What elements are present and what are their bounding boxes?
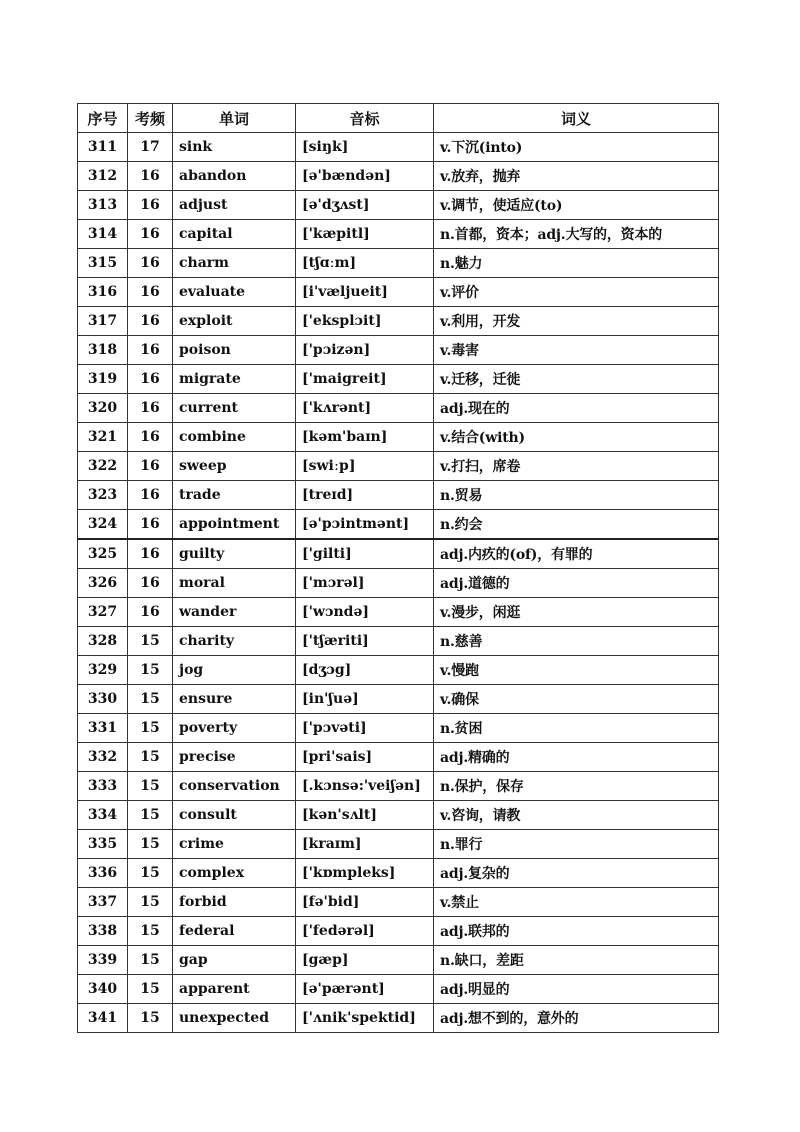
row-frequency: 16 — [128, 191, 173, 220]
row-word: trade — [173, 481, 296, 510]
row-word: gap — [173, 946, 296, 975]
row-definition: v.慢跑 — [434, 656, 719, 685]
row-phonetic: [siŋk] — [296, 133, 434, 162]
row-phonetic: ['kɒmpleks] — [296, 859, 434, 888]
row-phonetic: [tʃɑːm] — [296, 249, 434, 278]
row-definition: v.放弃，抛弃 — [434, 162, 719, 191]
table-row — [78, 423, 719, 452]
row-word: combine — [173, 423, 296, 452]
row-phonetic: ['kæpitl] — [296, 220, 434, 249]
row-definition: n.慈善 — [434, 627, 719, 656]
table-row — [78, 481, 719, 510]
table-row — [78, 975, 719, 1004]
row-number: 339 — [78, 946, 128, 975]
row-frequency: 15 — [128, 656, 173, 685]
row-phonetic: ['kʌrənt] — [296, 394, 434, 423]
row-definition: adj.明显的 — [434, 975, 719, 1004]
row-number: 325 — [78, 539, 128, 569]
table-row — [78, 772, 719, 801]
table-row — [78, 801, 719, 830]
row-frequency: 16 — [128, 423, 173, 452]
row-number: 330 — [78, 685, 128, 714]
table-row — [78, 307, 719, 336]
row-number: 337 — [78, 888, 128, 917]
row-phonetic: [fə'bid] — [296, 888, 434, 917]
row-definition: v.确保 — [434, 685, 719, 714]
row-number: 328 — [78, 627, 128, 656]
row-word: conservation — [173, 772, 296, 801]
row-word: abandon — [173, 162, 296, 191]
table-row — [78, 133, 719, 162]
row-definition: adj.复杂的 — [434, 859, 719, 888]
row-definition: adj.内疚的(of)，有罪的 — [434, 539, 719, 569]
row-definition: n.保护，保存 — [434, 772, 719, 801]
row-phonetic: ['tʃæriti] — [296, 627, 434, 656]
row-phonetic: ['pɔizən] — [296, 336, 434, 365]
row-phonetic: [ə'pærənt] — [296, 975, 434, 1004]
row-number: 321 — [78, 423, 128, 452]
row-word: poison — [173, 336, 296, 365]
row-number: 331 — [78, 714, 128, 743]
table-row — [78, 191, 719, 220]
row-frequency: 16 — [128, 394, 173, 423]
row-number: 329 — [78, 656, 128, 685]
table-row — [78, 249, 719, 278]
row-definition: n.贫困 — [434, 714, 719, 743]
table-row — [78, 278, 719, 307]
row-word: exploit — [173, 307, 296, 336]
row-frequency: 15 — [128, 946, 173, 975]
row-frequency: 15 — [128, 1004, 173, 1033]
row-word: apparent — [173, 975, 296, 1004]
table-row — [78, 917, 719, 946]
row-phonetic: ['mɔrəl] — [296, 569, 434, 598]
row-word: crime — [173, 830, 296, 859]
row-number: 326 — [78, 569, 128, 598]
header-frequency: 考频 — [128, 104, 173, 133]
row-phonetic: [i'væljueit] — [296, 278, 434, 307]
row-word: sweep — [173, 452, 296, 481]
row-frequency: 16 — [128, 307, 173, 336]
row-number: 313 — [78, 191, 128, 220]
row-phonetic: [treɪd] — [296, 481, 434, 510]
row-number: 335 — [78, 830, 128, 859]
row-definition: adj.精确的 — [434, 743, 719, 772]
row-frequency: 16 — [128, 481, 173, 510]
row-number: 338 — [78, 917, 128, 946]
row-phonetic: [kəm'baɪn] — [296, 423, 434, 452]
header-definition: 词义 — [434, 104, 719, 133]
row-definition: n.缺口，差距 — [434, 946, 719, 975]
table-row — [78, 598, 719, 627]
row-definition: v.迁移，迁徙 — [434, 365, 719, 394]
row-definition: n.魅力 — [434, 249, 719, 278]
row-frequency: 15 — [128, 975, 173, 1004]
row-word: appointment — [173, 510, 296, 540]
row-frequency: 16 — [128, 452, 173, 481]
row-definition: adj.道德的 — [434, 569, 719, 598]
row-word: unexpected — [173, 1004, 296, 1033]
table-header-row — [78, 104, 719, 133]
row-definition: n.首都，资本；adj.大写的，资本的 — [434, 220, 719, 249]
row-number: 341 — [78, 1004, 128, 1033]
row-definition: v.调节，使适应(to) — [434, 191, 719, 220]
header-word: 单词 — [173, 104, 296, 133]
row-phonetic: ['ʌnik'spektid] — [296, 1004, 434, 1033]
row-phonetic: ['maigreit] — [296, 365, 434, 394]
row-number: 324 — [78, 510, 128, 540]
row-definition: v.结合(with) — [434, 423, 719, 452]
row-phonetic: [gæp] — [296, 946, 434, 975]
row-number: 315 — [78, 249, 128, 278]
table-body — [78, 133, 719, 1033]
table-row — [78, 510, 719, 540]
table-row — [78, 714, 719, 743]
row-word: charity — [173, 627, 296, 656]
row-frequency: 15 — [128, 685, 173, 714]
row-word: jog — [173, 656, 296, 685]
row-word: federal — [173, 917, 296, 946]
row-word: current — [173, 394, 296, 423]
row-phonetic: [kraɪm] — [296, 830, 434, 859]
row-number: 332 — [78, 743, 128, 772]
row-number: 322 — [78, 452, 128, 481]
row-definition: v.漫步，闲逛 — [434, 598, 719, 627]
row-frequency: 16 — [128, 336, 173, 365]
row-frequency: 16 — [128, 220, 173, 249]
row-phonetic: [kən'sʌlt] — [296, 801, 434, 830]
row-frequency: 16 — [128, 278, 173, 307]
row-word: sink — [173, 133, 296, 162]
row-frequency: 15 — [128, 917, 173, 946]
row-definition: n.约会 — [434, 510, 719, 540]
row-phonetic: ['gilti] — [296, 539, 434, 569]
row-word: migrate — [173, 365, 296, 394]
table-row — [78, 365, 719, 394]
row-phonetic: ['wɔndə] — [296, 598, 434, 627]
row-frequency: 15 — [128, 772, 173, 801]
row-frequency: 17 — [128, 133, 173, 162]
table-row — [78, 336, 719, 365]
row-number: 317 — [78, 307, 128, 336]
row-phonetic: [dʒɔg] — [296, 656, 434, 685]
row-word: precise — [173, 743, 296, 772]
row-phonetic: [pri'sais] — [296, 743, 434, 772]
row-definition: n.贸易 — [434, 481, 719, 510]
row-phonetic: [ə'bændən] — [296, 162, 434, 191]
row-frequency: 16 — [128, 365, 173, 394]
row-phonetic: ['pɔvəti] — [296, 714, 434, 743]
row-number: 336 — [78, 859, 128, 888]
table-row — [78, 162, 719, 191]
row-definition: v.利用，开发 — [434, 307, 719, 336]
row-word: consult — [173, 801, 296, 830]
row-frequency: 16 — [128, 569, 173, 598]
row-definition: n.罪行 — [434, 830, 719, 859]
vocabulary-table — [77, 103, 719, 1033]
table-row — [78, 859, 719, 888]
row-number: 312 — [78, 162, 128, 191]
row-definition: adj.想不到的，意外的 — [434, 1004, 719, 1033]
row-word: wander — [173, 598, 296, 627]
table-row — [78, 569, 719, 598]
row-frequency: 15 — [128, 627, 173, 656]
row-frequency: 15 — [128, 714, 173, 743]
row-frequency: 16 — [128, 249, 173, 278]
row-phonetic: ['eksplɔit] — [296, 307, 434, 336]
row-definition: v.禁止 — [434, 888, 719, 917]
row-definition: v.打扫，席卷 — [434, 452, 719, 481]
row-definition: v.评价 — [434, 278, 719, 307]
row-phonetic: [ə'pɔintmənt] — [296, 510, 434, 540]
row-number: 311 — [78, 133, 128, 162]
row-phonetic: [ə'dʒʌst] — [296, 191, 434, 220]
row-number: 333 — [78, 772, 128, 801]
row-word: adjust — [173, 191, 296, 220]
row-phonetic: [.kɔnsə:'veiʃən] — [296, 772, 434, 801]
row-frequency: 15 — [128, 743, 173, 772]
row-number: 314 — [78, 220, 128, 249]
row-definition: v.下沉(into) — [434, 133, 719, 162]
row-definition: v.咨询，请教 — [434, 801, 719, 830]
table-row — [78, 452, 719, 481]
row-number: 340 — [78, 975, 128, 1004]
row-word: forbid — [173, 888, 296, 917]
row-phonetic: ['fedərəl] — [296, 917, 434, 946]
table-row — [78, 539, 719, 569]
table-row — [78, 743, 719, 772]
table-row — [78, 685, 719, 714]
row-word: moral — [173, 569, 296, 598]
row-frequency: 15 — [128, 801, 173, 830]
row-number: 319 — [78, 365, 128, 394]
row-frequency: 16 — [128, 539, 173, 569]
row-frequency: 15 — [128, 859, 173, 888]
row-word: ensure — [173, 685, 296, 714]
row-word: poverty — [173, 714, 296, 743]
row-number: 320 — [78, 394, 128, 423]
row-frequency: 16 — [128, 510, 173, 540]
row-number: 316 — [78, 278, 128, 307]
table-row — [78, 627, 719, 656]
row-word: charm — [173, 249, 296, 278]
row-definition: adj.联邦的 — [434, 917, 719, 946]
row-definition: v.毒害 — [434, 336, 719, 365]
row-number: 323 — [78, 481, 128, 510]
row-frequency: 16 — [128, 598, 173, 627]
table-row — [78, 1004, 719, 1033]
header-phonetic: 音标 — [296, 104, 434, 133]
row-frequency: 15 — [128, 888, 173, 917]
row-word: guilty — [173, 539, 296, 569]
table-row — [78, 220, 719, 249]
row-word: capital — [173, 220, 296, 249]
row-definition: adj.现在的 — [434, 394, 719, 423]
row-number: 318 — [78, 336, 128, 365]
header-number: 序号 — [78, 104, 128, 133]
table-row — [78, 946, 719, 975]
row-frequency: 16 — [128, 162, 173, 191]
table-row — [78, 394, 719, 423]
table-row — [78, 656, 719, 685]
row-word: evaluate — [173, 278, 296, 307]
table-row — [78, 888, 719, 917]
row-phonetic: [swiːp] — [296, 452, 434, 481]
row-number: 334 — [78, 801, 128, 830]
row-word: complex — [173, 859, 296, 888]
row-frequency: 15 — [128, 830, 173, 859]
table-row — [78, 830, 719, 859]
row-number: 327 — [78, 598, 128, 627]
row-phonetic: [in'ʃuə] — [296, 685, 434, 714]
